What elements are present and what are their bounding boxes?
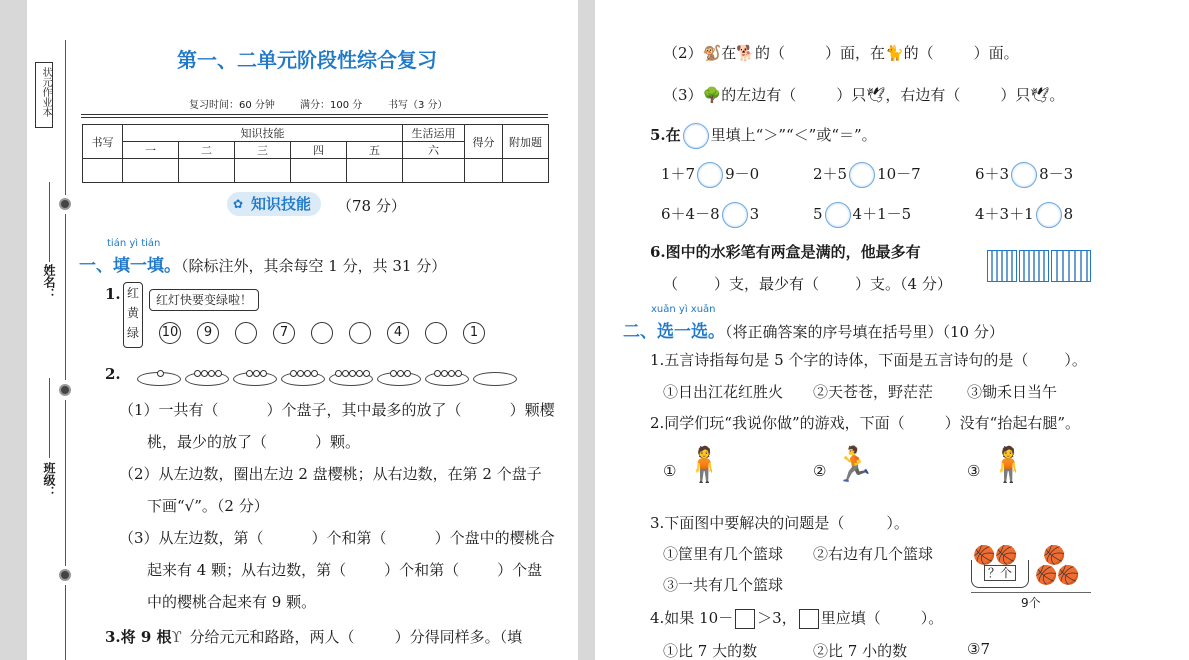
number-circle: 9 xyxy=(197,322,219,344)
part1-title: 一、填一填。 xyxy=(79,256,181,276)
divider xyxy=(81,117,548,118)
cherry-icon xyxy=(404,370,411,377)
cherry-plate[interactable] xyxy=(137,372,181,386)
q2-s1: （1）一共有（ ）个盘子，其中最多的放了（ ）颗樱 xyxy=(119,401,555,419)
monkey-icon: 🐒 xyxy=(702,44,722,62)
c2-option-3[interactable]: ③ xyxy=(967,462,981,480)
leaf-icon: ✿ xyxy=(233,197,244,211)
col-5: 五 xyxy=(347,142,403,159)
cherry-icon xyxy=(342,370,349,377)
score-cell[interactable] xyxy=(179,159,235,183)
binding-hole xyxy=(59,198,71,210)
compare-circle[interactable] xyxy=(697,162,723,188)
c2-option-2[interactable]: ② xyxy=(813,462,827,480)
stick-icon: ϒ xyxy=(171,628,182,646)
r-q3: （3）🌳的左边有（ ）只🕊，右边有（ ）只🕊。 xyxy=(663,86,1065,104)
tree-icon: 🌳 xyxy=(702,86,722,104)
c3-option-2[interactable]: ②右边有几个篮球 xyxy=(813,545,934,563)
cherry-icon xyxy=(260,370,267,377)
marker-box-full xyxy=(1019,250,1049,282)
cherry-icon xyxy=(215,370,222,377)
col-zhishi: 知识技能 xyxy=(123,125,403,142)
q1-number: 1. xyxy=(105,285,121,303)
cherry-icon xyxy=(349,370,356,377)
section-badge xyxy=(227,192,321,216)
number-circle[interactable] xyxy=(425,322,447,344)
speech-bubble: 红灯快要变绿啦！ xyxy=(149,289,259,311)
binding-hole xyxy=(59,384,71,396)
class-line xyxy=(49,378,50,458)
cherry-icon xyxy=(304,370,311,377)
col-4: 四 xyxy=(291,142,347,159)
basketball-icon: 🏀🏀 xyxy=(1035,565,1080,586)
bird-icon: 🕊 xyxy=(866,86,886,104)
c1-option-1[interactable]: ①日出江花红胜火 xyxy=(663,383,784,401)
part1-pinyin: tián yì tián xyxy=(107,238,161,249)
name-line xyxy=(49,182,50,262)
book-label: 状元作业本 xyxy=(40,67,51,117)
cut-line xyxy=(65,40,66,195)
score-cell[interactable] xyxy=(235,159,291,183)
r-q6: 6.图中的水彩笔有两盒是满的，他最多有 xyxy=(650,243,921,261)
c4-option-2[interactable]: ②比 7 小的数 xyxy=(813,642,908,660)
review-time: 复习时间：60 分钟 xyxy=(189,100,275,111)
cherry-icon xyxy=(157,370,164,377)
kid-icon: 🧍 xyxy=(683,445,726,485)
compare-circle[interactable] xyxy=(1036,202,1062,228)
part2-heading xyxy=(623,317,1004,342)
marker-box-full xyxy=(987,250,1017,282)
compare-item: 6＋4－8 3 xyxy=(661,202,759,228)
part1-note: （除标注外，其余每空 1 分，共 31 分） xyxy=(181,257,447,275)
section-points: （78 分） xyxy=(337,197,406,215)
traffic-red: 红 xyxy=(126,286,139,300)
number-circle: 10 xyxy=(159,322,181,344)
cut-line xyxy=(65,400,66,566)
cherry-plate[interactable] xyxy=(377,372,421,386)
q2-number: 2. xyxy=(105,365,121,383)
total-label: 9个 xyxy=(1021,596,1041,610)
c1-option-3[interactable]: ③锄禾日当午 xyxy=(967,383,1058,401)
compare-item: 6＋3 8－3 xyxy=(975,162,1073,188)
cherry-icon xyxy=(253,370,260,377)
cherry-icon xyxy=(390,370,397,377)
cherry-icon xyxy=(434,370,441,377)
writing-score: 书写（3 分） xyxy=(388,100,448,111)
marker-boxes xyxy=(987,250,1091,286)
col-shuxie: 书写 xyxy=(83,125,123,159)
book-label-box xyxy=(35,62,53,128)
c3-option-1[interactable]: ①筐里有几个篮球 xyxy=(663,545,784,563)
cherry-plate[interactable] xyxy=(329,372,373,386)
c3-option-3[interactable]: ③一共有几个篮球 xyxy=(663,576,784,594)
cut-line xyxy=(65,214,66,380)
traffic-light xyxy=(123,282,143,348)
cherry-icon xyxy=(311,370,318,377)
cherry-icon xyxy=(356,370,363,377)
kid-icon: 🏃 xyxy=(833,445,876,485)
col-1: 一 xyxy=(123,142,179,159)
compare-item: 5 4＋1－5 xyxy=(813,202,911,228)
score-cell[interactable] xyxy=(503,159,549,183)
bird-icon: 🕊 xyxy=(1030,86,1050,104)
cherry-icon xyxy=(441,370,448,377)
cherry-plate[interactable] xyxy=(281,372,325,386)
section-badge-label: 知识技能 xyxy=(251,195,312,213)
left-page xyxy=(27,0,578,660)
number-circle[interactable] xyxy=(349,322,371,344)
r-q5: 5.在 里填上“＞”“＜”或“＝”。 xyxy=(650,123,877,149)
q1-circles xyxy=(159,322,485,344)
col-shenghuo: 生活运用 xyxy=(403,125,465,142)
page-title: 第一、二单元阶段性综合复习 xyxy=(177,48,437,72)
q3-left: 3.将 9 根ϒ 分给元元和路路，两人（ ）分得同样多。（填 xyxy=(105,628,523,646)
part1-heading xyxy=(79,251,446,276)
c4-option-3[interactable]: ③7 xyxy=(967,640,990,658)
traffic-yellow: 黄 xyxy=(126,306,139,320)
divider xyxy=(81,114,548,115)
c2-option-1[interactable]: ① xyxy=(663,462,677,480)
col-fujia: 附加题 xyxy=(503,125,549,159)
cherry-icon xyxy=(297,370,304,377)
compare-item: 2＋5 10－7 xyxy=(813,162,921,188)
q2-s1-cont: 桃，最少的放了（ ）颗。 xyxy=(147,433,361,451)
traffic-green: 绿 xyxy=(126,326,139,340)
c4-question: 4.如果 10－ ＞3， 里应填（ ）。 xyxy=(650,609,944,627)
c4-option-1[interactable]: ①比 7 大的数 xyxy=(663,642,758,660)
compare-item: 4＋3＋1 8 xyxy=(975,202,1073,228)
col-2: 二 xyxy=(179,142,235,159)
col-6: 六 xyxy=(403,142,465,159)
number-circle: 4 xyxy=(387,322,409,344)
cherry-plate[interactable] xyxy=(425,372,469,386)
binding-hole xyxy=(59,569,71,581)
cherry-icon xyxy=(290,370,297,377)
cherry-icon xyxy=(201,370,208,377)
cherry-icon xyxy=(335,370,342,377)
score-table xyxy=(82,124,549,183)
c1-question: 1.五言诗指每句是 5 个字的诗体，下面是五言诗句的是（ ）。 xyxy=(650,351,1087,369)
part2-note: （将正确答案的序号填在括号里）（10 分） xyxy=(725,323,1004,341)
cherry-plate[interactable] xyxy=(473,372,517,386)
part2-title: 二、选一选。 xyxy=(623,322,725,342)
number-circle: 1 xyxy=(463,322,485,344)
c2-question: 2.同学们玩“我说你做”的游戏，下面（ ）没有“抬起右腿”。 xyxy=(650,414,1080,432)
plates-row xyxy=(137,368,521,387)
class-label: 班级： xyxy=(42,462,56,498)
col-defen: 得分 xyxy=(465,125,503,159)
score-cell[interactable] xyxy=(123,159,179,183)
compare-circle[interactable] xyxy=(849,162,875,188)
cherry-icon xyxy=(246,370,253,377)
number-circle[interactable] xyxy=(235,322,257,344)
col-3: 三 xyxy=(235,142,291,159)
compare-circle[interactable] xyxy=(825,202,851,228)
kid-icon: 🧍 xyxy=(987,445,1030,485)
compare-circle xyxy=(683,123,709,149)
score-cell[interactable] xyxy=(291,159,347,183)
c3-question: 3.下面图中要解决的问题是（ ）。 xyxy=(650,514,909,532)
cherry-icon xyxy=(208,370,215,377)
basketball-icon: 🏀🏀 xyxy=(973,545,1018,566)
cut-line xyxy=(65,585,66,660)
cherry-icon xyxy=(363,370,370,377)
cat-icon: 🐈 xyxy=(884,44,904,62)
q2-s3: （3）从左边数，第（ ）个和第（ ）个盘中的樱桃合 xyxy=(119,529,555,547)
q2-s2: （2）从左边数，圈出左边 2 盘樱桃；从右边数，在第 2 个盘子 xyxy=(119,465,542,483)
cherry-icon xyxy=(194,370,201,377)
number-circle: 7 xyxy=(273,322,295,344)
basket-label: ？个 xyxy=(984,565,1016,581)
blank-square[interactable] xyxy=(735,609,755,629)
puppy-icon: 🐕 xyxy=(736,44,755,62)
compare-circle[interactable] xyxy=(1011,162,1037,188)
cherry-icon xyxy=(455,370,462,377)
right-page xyxy=(595,0,1189,660)
part2-pinyin: xuǎn yì xuǎn xyxy=(651,304,716,315)
q2-s2-cont: 下画“√”。（2 分） xyxy=(147,497,269,515)
blank-square[interactable] xyxy=(799,609,819,629)
q2-s3-end: 中的樱桃合起来有 9 颗。 xyxy=(147,593,317,611)
q2-s3-cont: 起来有 4 颗；从右边数，第（ ）个和第（ ）个盘 xyxy=(147,561,543,579)
r-q2: （2）🐒在🐕的（ ）面，在🐈的（ ）面。 xyxy=(663,44,1019,62)
number-circle[interactable] xyxy=(311,322,333,344)
name-label: 姓名： xyxy=(42,264,56,300)
score-cell[interactable] xyxy=(83,159,123,183)
compare-circle[interactable] xyxy=(722,202,748,228)
r-q6-cont: （ ）支，最少有（ ）支。（4 分） xyxy=(663,275,952,293)
cherry-plate[interactable] xyxy=(233,372,277,386)
full-score: 满分：100 分 xyxy=(300,100,363,111)
basketball-icon: 🏀 xyxy=(1043,545,1066,566)
score-cell[interactable] xyxy=(403,159,465,183)
compare-item: 1＋7 9－0 xyxy=(661,162,759,188)
score-cell[interactable] xyxy=(465,159,503,183)
score-cell[interactable] xyxy=(347,159,403,183)
cherry-icon xyxy=(448,370,455,377)
cherry-plate[interactable] xyxy=(185,372,229,386)
marker-box-partial xyxy=(1051,250,1091,282)
c1-option-2[interactable]: ②天苍苍，野茫茫 xyxy=(813,383,934,401)
brace-line xyxy=(971,592,1091,593)
cherry-icon xyxy=(397,370,404,377)
